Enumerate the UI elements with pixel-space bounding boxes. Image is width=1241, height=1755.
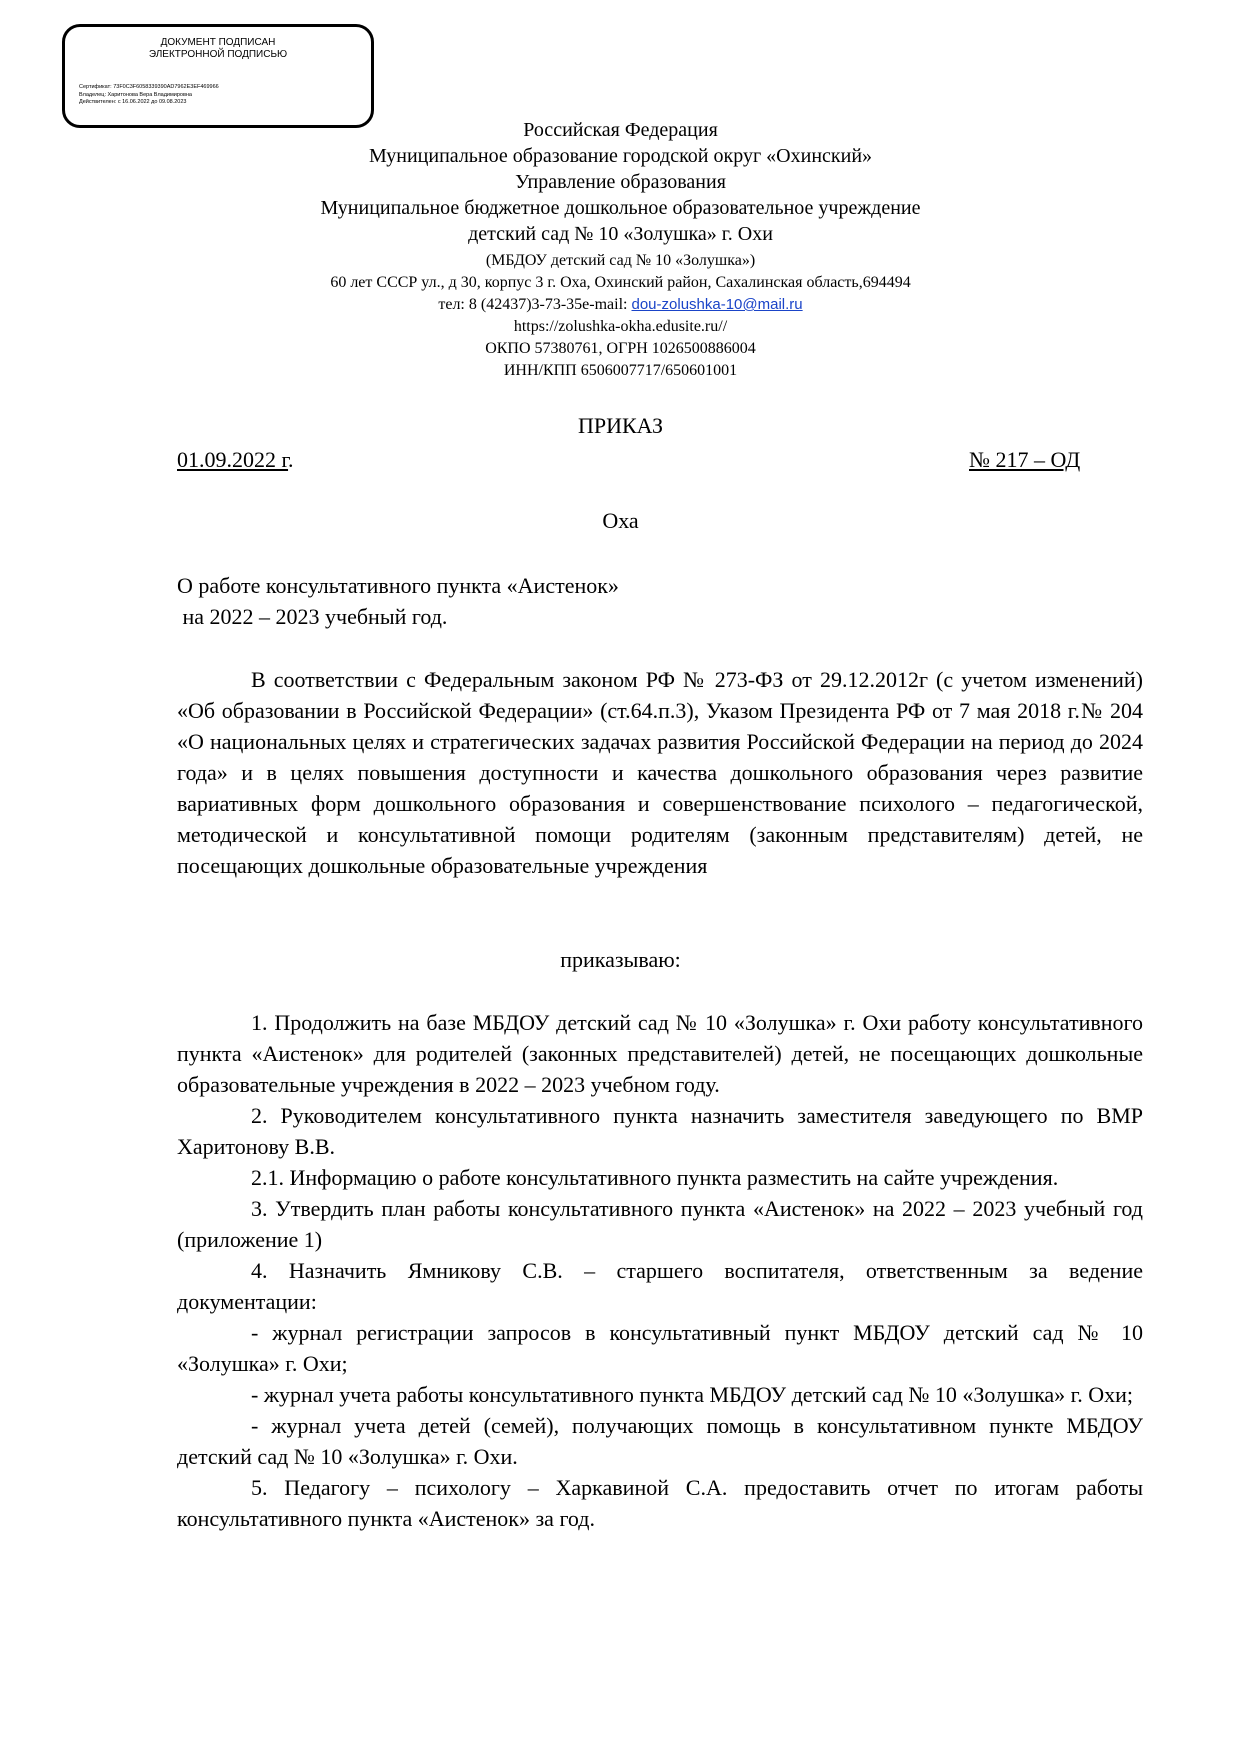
stamp-title bbox=[65, 37, 371, 61]
header-contacts bbox=[0, 296, 1241, 314]
order-city: Оха bbox=[602, 508, 639, 533]
order-item-3: 3. Утвердить план работы консультативного пункта «Аистенок» на 2022 – 2023 учебный год (приложение 1) bbox=[177, 1196, 1143, 1252]
preamble-paragraph: В соответствии с Федеральным законом РФ № 273-ФЗ от 29.12.2012г (с учетом изменений) «Об образовании в Российской Федерации» (ст.64.п.3), Указом Президента РФ от 7 мая 2018 г.№ 204 «О национальных целях и стратегических задачах развития Российской Федерации на период до 2024 года» и в целях повышения доступности и качества дошкольного образования через развитие вариативных форм дошкольного образования и совершенствование психолого – педагогической, методической и консультативной помощи родителям (законным представителям) детей, не посещающих дошкольные образовательные учреждения bbox=[177, 667, 1143, 878]
order-item-2: 2. Руководителем консультативного пункта назначить заместителя заведующего по ВМР Харитонову В.В. bbox=[177, 1103, 1143, 1159]
order-word: приказываю: bbox=[560, 947, 681, 972]
header-address: 60 лет СССР ул., д 30, корпус 3 г. Оха, Охинский район, Сахалинская область,694494 bbox=[330, 274, 911, 291]
order-item-1: 1. Продолжить на базе МБДОУ детский сад № 10 «Золушка» г. Охи работу консультативного пункта «Аистенок» для родителей (законных представителей) детей, не посещающих дошкольные образовательные учреждения в 2022 – 2023 учебном году. bbox=[177, 1010, 1143, 1097]
header-inn: ИНН/КПП 6506007717/650601001 bbox=[503, 362, 738, 379]
stamp-valid: Действителен: с 16.06.2022 до 09.08.2023 bbox=[79, 99, 187, 105]
header-phone: тел: 8 (42437)3-73-35e-mail: bbox=[438, 296, 632, 313]
stamp-owner: Владелец: Харитонова Вера Владимировна bbox=[79, 91, 192, 98]
order-item-2-1: 2.1. Информацию о работе консультативного пункта разместить на сайте учреждения. bbox=[251, 1165, 1059, 1190]
header-short-name: (МБДОУ детский сад № 10 «Золушка») bbox=[485, 252, 756, 269]
order-number-value: № 217 – ОД bbox=[969, 447, 1081, 472]
order-preamble bbox=[177, 664, 1143, 881]
order-items bbox=[177, 1007, 1143, 1534]
header-kindergarten: детский сад № 10 «Золушка» г. Охи bbox=[468, 223, 773, 245]
header-municipality: Муниципальное образование городской округ «Охинский» bbox=[368, 145, 873, 167]
stamp-details bbox=[79, 84, 219, 107]
header-okpo: ОКПО 57380761, ОГРН 1026500886004 bbox=[485, 340, 756, 357]
order-subject-line2: на 2022 – 2023 учебный год. bbox=[177, 604, 448, 629]
header-country: Российская Федерация bbox=[523, 119, 718, 141]
order-date-value: 01.09.2022 г bbox=[177, 447, 289, 472]
order-item-4-journal-children: - журнал учета детей (семей), получающих помощь в консультативном пункте МБДОУ детский сад № 10 «Золушка» г. Охи. bbox=[177, 1413, 1143, 1469]
order-subject-line1: О работе консультативного пункта «Аистенок» bbox=[177, 573, 619, 598]
order-date bbox=[177, 447, 294, 473]
stamp-title-line2: ЭЛЕКТРОННОЙ ПОДПИСЬЮ bbox=[148, 49, 288, 60]
order-subject bbox=[177, 570, 619, 632]
header-department: Управление образования bbox=[515, 171, 726, 193]
header-website[interactable]: https://zolushka-okha.edusite.ru// bbox=[513, 318, 728, 335]
header-institution: Муниципальное бюджетное дошкольное образовательное учреждение bbox=[320, 197, 921, 219]
document-title: ПРИКАЗ bbox=[577, 413, 664, 438]
order-item-4-journal-work: - журнал учета работы консультативного пункта МБДОУ детский сад № 10 «Золушка» г. Охи; bbox=[251, 1382, 1133, 1407]
email-link[interactable]: dou-zolushka-10@mail.ru bbox=[631, 296, 803, 313]
order-date-suffix: . bbox=[288, 447, 294, 472]
order-item-4: 4. Назначить Ямникову С.В. – старшего воспитателя, ответственным за ведение документации: bbox=[177, 1258, 1143, 1314]
stamp-title-line1: ДОКУМЕНТ ПОДПИСАН bbox=[160, 37, 276, 48]
electronic-signature-stamp bbox=[62, 24, 374, 128]
order-item-5: 5. Педагогу – психологу – Харкавиной С.А. предоставить отчет по итогам работы консультативного пункта «Аистенок» за год. bbox=[177, 1475, 1143, 1531]
order-item-4-journal-requests: - журнал регистрации запросов в консультативный пункт МБДОУ детский сад № 10 «Золушка» г. Охи; bbox=[177, 1320, 1143, 1376]
stamp-certificate: Сертификат: 73F0C3F6058339390AD7962E3EF469966 bbox=[79, 84, 219, 90]
order-number bbox=[969, 447, 1080, 473]
